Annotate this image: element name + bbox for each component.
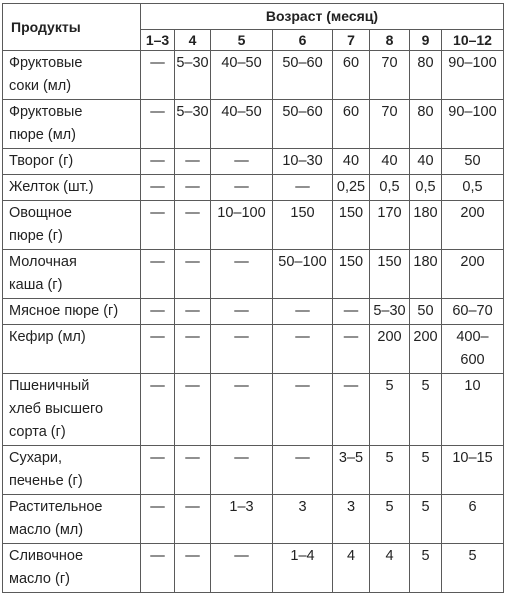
value-cell: 5 (370, 374, 410, 446)
value-cell: 50–100 (273, 250, 333, 299)
value-cell: — (141, 325, 175, 374)
value-cell: — (175, 149, 211, 175)
value-cell: — (211, 544, 273, 593)
table-body (3, 51, 504, 593)
value-cell: 150 (333, 250, 370, 299)
value-cell: 40–50 (211, 100, 273, 149)
value-cell: 0,5 (442, 175, 504, 201)
value-cell: — (211, 374, 273, 446)
product-name-cell: Фруктовые соки (мл) (3, 51, 141, 100)
value-cell: — (211, 175, 273, 201)
age-header: Возраст (месяц) (141, 4, 504, 30)
value-cell: — (175, 495, 211, 544)
value-cell: — (333, 299, 370, 325)
value-cell: 200 (442, 201, 504, 250)
value-cell: — (273, 325, 333, 374)
month-header: 9 (410, 30, 442, 51)
value-cell: 5–30 (370, 299, 410, 325)
value-cell: 4 (370, 544, 410, 593)
table-row (3, 495, 504, 544)
table-row (3, 544, 504, 593)
value-cell: 200 (370, 325, 410, 374)
value-cell: 70 (370, 100, 410, 149)
value-cell: 10–30 (273, 149, 333, 175)
value-cell: — (141, 374, 175, 446)
value-cell: 6 (442, 495, 504, 544)
value-cell: 5 (370, 446, 410, 495)
value-cell: — (175, 544, 211, 593)
table-row (3, 201, 504, 250)
value-cell: 50–60 (273, 51, 333, 100)
value-cell: 170 (370, 201, 410, 250)
value-cell: 50 (442, 149, 504, 175)
value-cell: 60 (333, 100, 370, 149)
value-cell: 5 (410, 446, 442, 495)
value-cell: 5 (370, 495, 410, 544)
value-cell: 90–100 (442, 51, 504, 100)
value-cell: 60 (333, 51, 370, 100)
table-row (3, 299, 504, 325)
product-name-cell: Пшеничный хлеб высшего сорта (г) (3, 374, 141, 446)
product-name-cell: Овощное пюре (г) (3, 201, 141, 250)
value-cell: — (333, 325, 370, 374)
value-cell: 70 (370, 51, 410, 100)
value-cell: 5 (442, 544, 504, 593)
value-cell: — (175, 175, 211, 201)
product-name-cell: Сухари, печенье (г) (3, 446, 141, 495)
month-header: 8 (370, 30, 410, 51)
value-cell: — (141, 201, 175, 250)
value-cell: 5 (410, 495, 442, 544)
value-cell: 10 (442, 374, 504, 446)
table-row (3, 374, 504, 446)
value-cell: — (175, 201, 211, 250)
value-cell: 1–4 (273, 544, 333, 593)
value-cell: — (141, 544, 175, 593)
value-cell: 3 (273, 495, 333, 544)
value-cell: 40 (333, 149, 370, 175)
value-cell: 10–100 (211, 201, 273, 250)
month-header: 7 (333, 30, 370, 51)
table-row (3, 250, 504, 299)
value-cell: 4 (333, 544, 370, 593)
value-cell: 0,25 (333, 175, 370, 201)
value-cell: 40 (410, 149, 442, 175)
value-cell: 40–50 (211, 51, 273, 100)
month-header: 5 (211, 30, 273, 51)
value-cell: 400– 600 (442, 325, 504, 374)
value-cell: 200 (410, 325, 442, 374)
value-cell: 0,5 (410, 175, 442, 201)
month-header: 1–3 (141, 30, 175, 51)
value-cell: — (141, 51, 175, 100)
product-name-cell: Кефир (мл) (3, 325, 141, 374)
table-row (3, 51, 504, 100)
value-cell: — (141, 446, 175, 495)
value-cell: 90–100 (442, 100, 504, 149)
value-cell: 150 (333, 201, 370, 250)
value-cell: — (211, 446, 273, 495)
value-cell: 150 (273, 201, 333, 250)
value-cell: — (141, 250, 175, 299)
value-cell: 5–30 (175, 51, 211, 100)
value-cell: 50–60 (273, 100, 333, 149)
value-cell: — (175, 299, 211, 325)
products-header: Продукты (3, 4, 141, 51)
value-cell: — (175, 250, 211, 299)
value-cell: 180 (410, 201, 442, 250)
value-cell: — (211, 149, 273, 175)
product-name-cell: Творог (г) (3, 149, 141, 175)
month-header: 10–12 (442, 30, 504, 51)
value-cell: — (211, 250, 273, 299)
value-cell: — (211, 325, 273, 374)
value-cell: 3 (333, 495, 370, 544)
value-cell: 60–70 (442, 299, 504, 325)
value-cell: 200 (442, 250, 504, 299)
product-name-cell: Сливочное масло (г) (3, 544, 141, 593)
value-cell: 5 (410, 374, 442, 446)
value-cell: — (175, 446, 211, 495)
value-cell: 180 (410, 250, 442, 299)
value-cell: — (141, 175, 175, 201)
table-row (3, 325, 504, 374)
month-header: 4 (175, 30, 211, 51)
value-cell: — (175, 325, 211, 374)
value-cell: — (141, 100, 175, 149)
value-cell: 50 (410, 299, 442, 325)
table-row (3, 446, 504, 495)
value-cell: 1–3 (211, 495, 273, 544)
value-cell: 3–5 (333, 446, 370, 495)
product-name-cell: Мясное пюре (г) (3, 299, 141, 325)
table-row (3, 175, 504, 201)
feeding-table (2, 3, 504, 593)
value-cell: 10–15 (442, 446, 504, 495)
value-cell: 150 (370, 250, 410, 299)
product-name-cell: Фруктовые пюре (мл) (3, 100, 141, 149)
value-cell: — (273, 299, 333, 325)
feeding-table-container (2, 3, 504, 593)
value-cell: — (273, 374, 333, 446)
value-cell: — (141, 495, 175, 544)
value-cell: — (211, 299, 273, 325)
product-name-cell: Желток (шт.) (3, 175, 141, 201)
value-cell: 80 (410, 100, 442, 149)
table-row (3, 149, 504, 175)
value-cell: — (273, 175, 333, 201)
product-name-cell: Молочная каша (г) (3, 250, 141, 299)
value-cell: 80 (410, 51, 442, 100)
month-header: 6 (273, 30, 333, 51)
value-cell: — (175, 374, 211, 446)
value-cell: — (273, 446, 333, 495)
value-cell: 0,5 (370, 175, 410, 201)
value-cell: — (333, 374, 370, 446)
product-name-cell: Растительное масло (мл) (3, 495, 141, 544)
value-cell: 5 (410, 544, 442, 593)
value-cell: 5–30 (175, 100, 211, 149)
table-row (3, 100, 504, 149)
value-cell: — (141, 149, 175, 175)
value-cell: — (141, 299, 175, 325)
value-cell: 40 (370, 149, 410, 175)
